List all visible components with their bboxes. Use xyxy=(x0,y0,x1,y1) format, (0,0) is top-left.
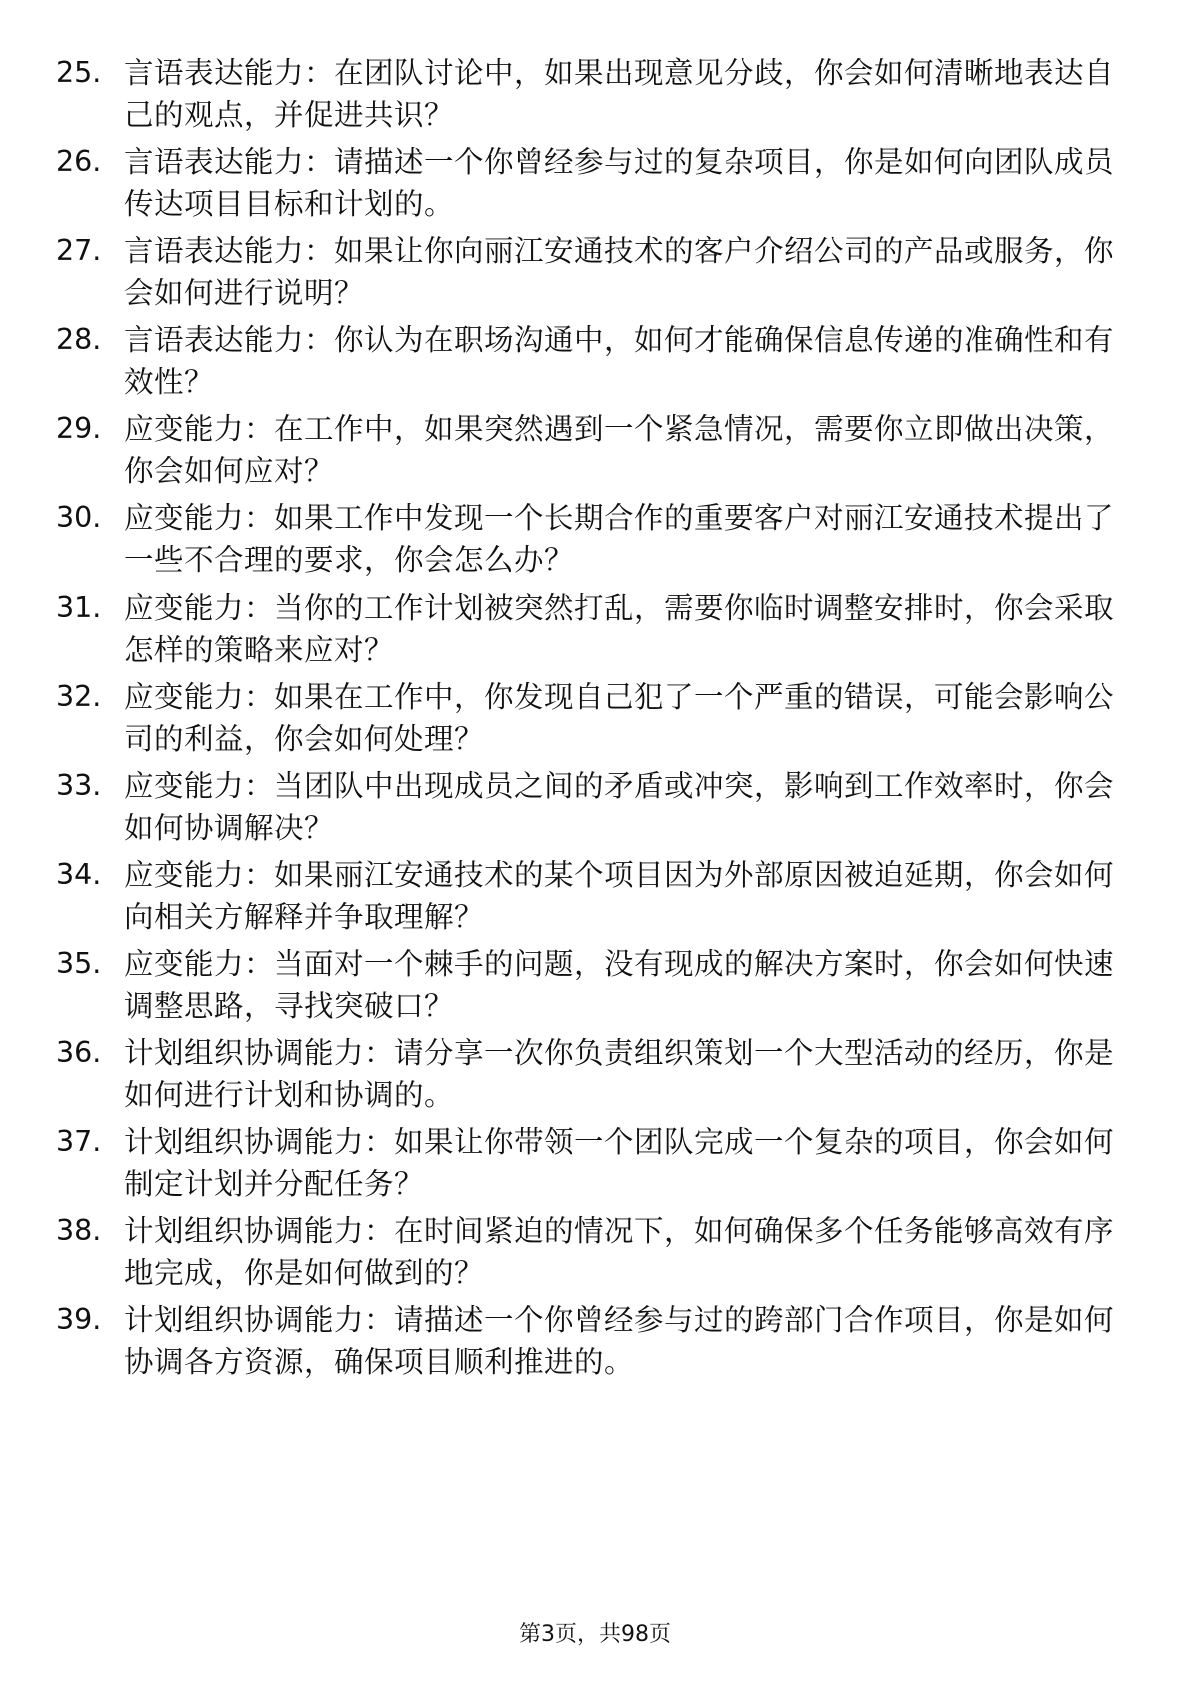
list-item xyxy=(56,943,1136,1032)
list-item xyxy=(56,141,1136,230)
page-indicator: 第3页，共98页 xyxy=(519,1622,671,1647)
question-text: 应变能力：当面对一个棘手的问题，没有现成的解决方案时，你会如何快速调整思路，寻找突破口？ xyxy=(124,946,1115,1023)
question-text: 计划组织协调能力：在时间紧迫的情况下，如何确保多个任务能够高效有序地完成，你是如何做到的？ xyxy=(124,1214,1115,1291)
question-number: 27. xyxy=(56,234,102,268)
list-item xyxy=(56,854,1136,943)
question-number: 35. xyxy=(56,946,102,980)
question-text: 言语表达能力：如果让你向丽江安通技术的客户介绍公司的产品或服务，你会如何进行说明？ xyxy=(124,234,1115,311)
list-item xyxy=(56,497,1136,586)
question-text: 言语表达能力：在团队讨论中，如果出现意见分歧，你会如何清晰地表达自己的观点，并促进共识？ xyxy=(124,56,1115,132)
question-text: 计划组织协调能力：如果让你带领一个团队完成一个复杂的项目，你会如何制定计划并分配任务？ xyxy=(124,1125,1115,1202)
question-text: 应变能力：在工作中，如果突然遇到一个紧急情况，需要你立即做出决策，你会如何应对？ xyxy=(124,412,1115,489)
question-text: 计划组织协调能力：请描述一个你曾经参与过的跨部门合作项目，你是如何协调各方资源，确保项目顺利推进的。 xyxy=(124,1303,1115,1380)
list-item xyxy=(56,1032,1136,1121)
question-number: 28. xyxy=(56,323,102,357)
question-text: 计划组织协调能力：请分享一次你负责组织策划一个大型活动的经历，你是如何进行计划和协调的。 xyxy=(124,1036,1115,1113)
question-text: 应变能力：当团队中出现成员之间的矛盾或冲突，影响到工作效率时，你会如何协调解决？ xyxy=(124,768,1115,845)
list-item xyxy=(56,1210,1136,1299)
question-number: 29. xyxy=(56,412,102,446)
list-item xyxy=(56,319,1136,408)
question-number: 34. xyxy=(56,857,102,891)
question-number: 37. xyxy=(56,1125,102,1159)
question-text: 应变能力：如果丽江安通技术的某个项目因为外部原因被迫延期，你会如何向相关方解释并争取理解？ xyxy=(124,857,1115,934)
list-item xyxy=(56,765,1136,854)
question-text: 言语表达能力：请描述一个你曾经参与过的复杂项目，你是如何向团队成员传达项目目标和计划的。 xyxy=(124,145,1115,222)
question-number: 32. xyxy=(56,679,102,713)
question-number: 39. xyxy=(56,1303,102,1337)
list-item xyxy=(56,408,1136,497)
list-item xyxy=(56,676,1136,765)
question-text: 应变能力：如果工作中发现一个长期合作的重要客户对丽江安通技术提出了一些不合理的要求，你会怎么办？ xyxy=(124,501,1115,578)
list-item xyxy=(56,52,1136,141)
question-list xyxy=(56,52,1136,1388)
list-item xyxy=(56,587,1136,676)
question-text: 应变能力：当你的工作计划被突然打乱，需要你临时调整安排时，你会采取怎样的策略来应对？ xyxy=(124,590,1115,667)
question-number: 30. xyxy=(56,501,102,535)
question-number: 31. xyxy=(56,590,102,624)
question-number: 38. xyxy=(56,1214,102,1248)
question-number: 25. xyxy=(56,56,102,89)
question-number: 33. xyxy=(56,768,102,802)
question-text: 应变能力：如果在工作中，你发现自己犯了一个严重的错误，可能会影响公司的利益，你会如何处理？ xyxy=(124,679,1115,756)
question-number: 26. xyxy=(56,145,102,179)
list-item xyxy=(56,230,1136,319)
list-item xyxy=(56,1121,1136,1210)
question-number: 36. xyxy=(56,1036,102,1070)
list-item xyxy=(56,1299,1136,1388)
question-text: 言语表达能力：你认为在职场沟通中，如何才能确保信息传递的准确性和有效性？ xyxy=(124,323,1115,400)
